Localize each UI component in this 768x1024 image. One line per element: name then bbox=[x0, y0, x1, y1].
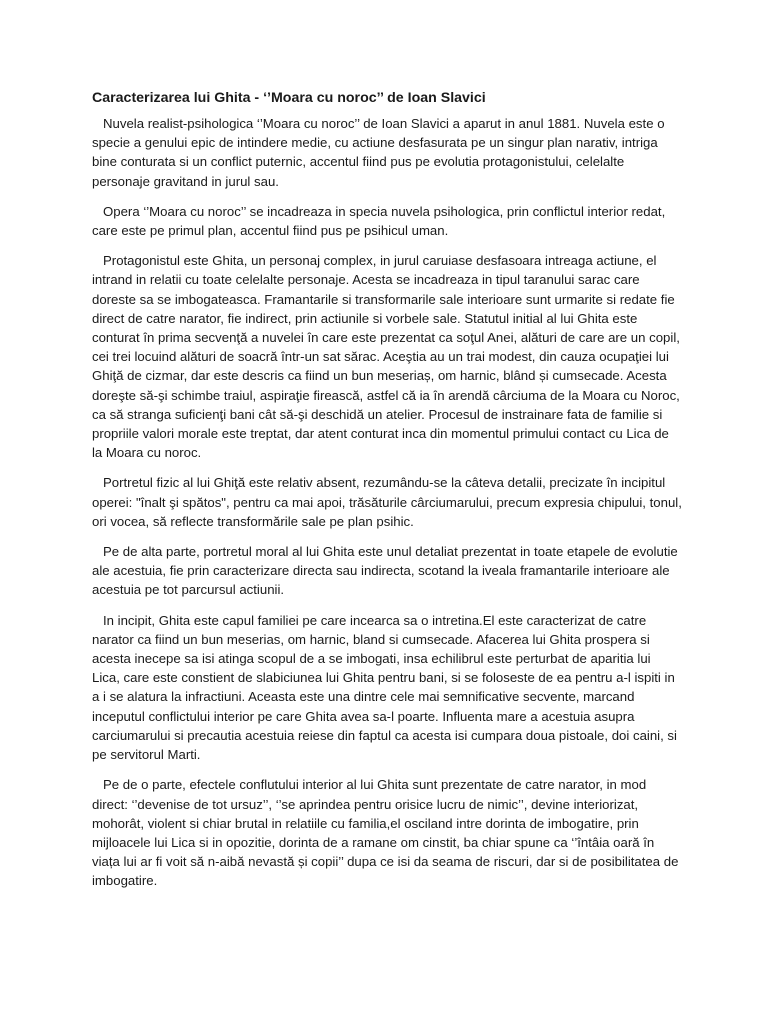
document-page bbox=[92, 88, 686, 902]
document-title: Caracterizarea lui Ghita - ‘’Moara cu noroc’’ de Ioan Slavici bbox=[92, 90, 486, 106]
paragraph-moral-portrait: Pe de alta parte, portretul moral al lui Ghita este unul detaliat prezentat in toate etapele de evolutie ale acestuia, fie prin caracterizare directa sau indirecta, scotand la iveala framantarile interioare ale acestuia pe tot parcursul actiunii. bbox=[92, 544, 682, 598]
paragraph-incipit: In incipit, Ghita este capul familiei pe care incearca sa o intretina.El este caracterizat de catre narator ca fiind un bun meserias, om harnic, bland si cumsecade. Afacerea lui Ghita prospera si acesta inecepe sa isi atinga scopul de a se imbogati, insa echilibrul este perturbat de aparitia lui Lica, care este constient de slabiciunea lui Ghita pentru bani, si se foloseste de ea pentru a-l ispiti in a i se alatura la infractiuni. Aceasta este una dintre cele mai semnificative secvente, marcand inceputul conflictului interior pe care Ghita avea sa-l poarte. Influenta mare a acestuia asupra carciumarului si precautia acestuia reiese din faptul ca acesta isi cumpara doua pistoale, doi caini, si pe servitorul Marti. bbox=[92, 612, 681, 763]
paragraph-inner-conflict: Pe de o parte, efectele conflutului interior al lui Ghita sunt prezentate de catre narator, in mod direct: ‘’devenise de tot ursuz’’, ‘’se aprindea pentru orisice lucru de nimic’’, devine interiorizat, mohorât, violent si chiar brutal in relatiile cu familia,el osciland intre dorinta de imbogatire, prin mijloacele lui Lica si in opozitie, dorinta de a ramane om cinstit, ba chiar spune ca ‘’întâia oară în viața lui ar fi voit să n-aibă nevastă și copii’’ dupa ce isi da seama de riscuri, dar si de posibilitatea de imbogatire. bbox=[92, 777, 683, 889]
paragraph-protagonist: Protagonistul este Ghita, un personaj complex, in jurul caruiase desfasoara intreaga actiune, el intrand in relatii cu toate celelalte personaje. Acesta se incadreaza in tipul taranului sarac care doreste sa se imbogateasca. Framantarile si transformarile sale interioare sunt urmarite si redate fie direct de catre narator, fie indirect, prin actiunile si vorbele sale. Statutul initial al lui Ghita este conturat în prima secvenţă a nuvelei în care este prezentat ca soţul Anei, alături de care are un copil, cei trei locuind alături de soacră într-un sat sărac. Aceştia au un trai modest, din cauza ocupaţiei lui Ghiţă de cizmar, dar este descris ca fiind un bun meseriaș, om harnic, blând și cumsecade. Acesta doreşte să-şi schimbe traiul, aspiraţie firească, astfel că ia în arendă cârciuma de la Moara cu Noroc, ca să stranga suficienţi bani cât să-şi deschidă un atelier. Procesul de instrainare fata de familie si propriile valori morale este treptat, dar atent conturat inca din momentul primului contact cu Lica de la Moara cu noroc. bbox=[92, 253, 684, 461]
paragraph-species: Opera ‘’Moara cu noroc’’ se incadreaza in specia nuvela psihologica, prin conflictul interior redat, care este pe primul plan, accentul fiind pus pe psihicul uman. bbox=[92, 203, 673, 239]
paragraph-physical-portrait: Portretul fizic al lui Ghiţă este relativ absent, rezumându-se la câteva detalii, precizate în incipitul operei: "înalt şi spătos", pentru ca mai apoi, trăsăturile cârciumarului, precum expresia chipului, tonul, ori vocea, să reflecte transformările sale pe plan psihic. bbox=[92, 475, 686, 529]
paragraph-intro: Nuvela realist-psihologica ‘’Moara cu noroc’’ de Ioan Slavici a aparut in anul 1881. Nuvela este o specie a genului epic de intindere medie, cu actiune desfasurata pe un singur plan narativ, intriga bine conturata si un conflict puternic, accentul fiind pus pe evolutia protagonistului, celelalte personaje gravitand in jurul sau. bbox=[92, 116, 669, 189]
